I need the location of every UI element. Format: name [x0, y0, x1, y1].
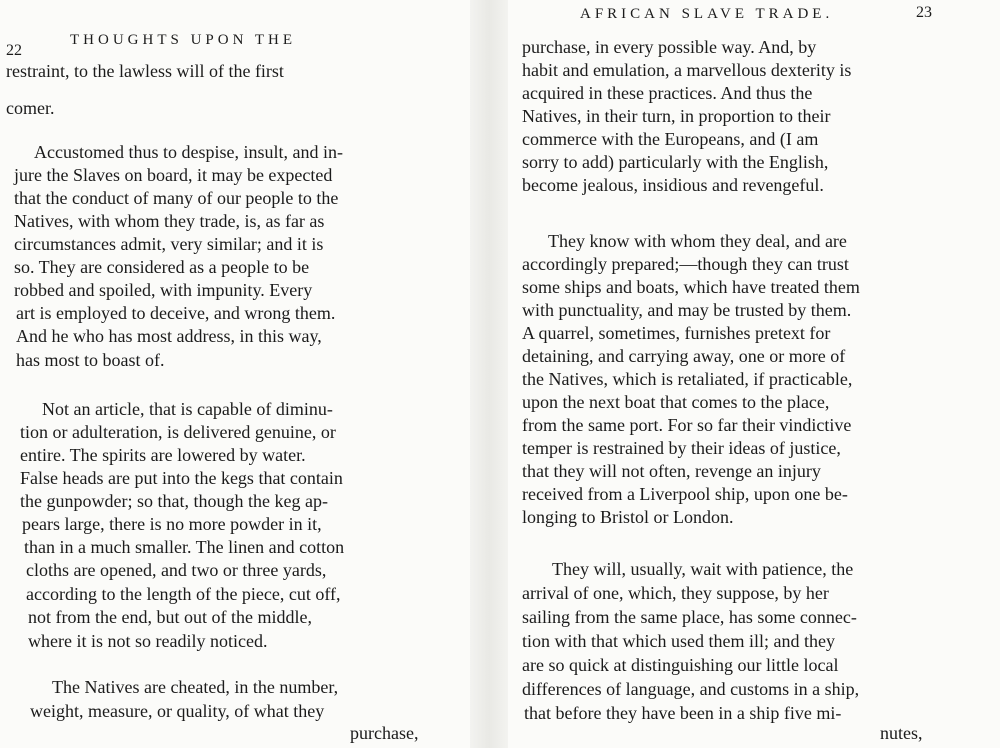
- text-line: not from the end, but out of the middle,: [28, 607, 312, 627]
- text-line: entire. The spirits are lowered by water.: [20, 445, 306, 465]
- text-line: And he who has most address, in this way,: [16, 326, 322, 346]
- text-line: that before they have been in a ship five mi-: [524, 703, 842, 723]
- text-line: sorry to add) particularly with the English,: [522, 152, 829, 172]
- text-line: They know with whom they deal, and are: [548, 231, 847, 251]
- text-line: differences of language, and customs in a ship,: [522, 679, 860, 699]
- left-running-head: THOUGHTS UPON THE: [70, 32, 297, 48]
- right-page: [508, 0, 1000, 748]
- text-line: cloths are opened, and two or three yards,: [26, 560, 327, 580]
- text-line: upon the next boat that comes to the place,: [522, 392, 830, 412]
- text-line: so. They are considered as a people to be: [14, 257, 310, 277]
- text-line: received from a Liverpool ship, upon one be-: [522, 484, 848, 504]
- text-line: robbed and spoiled, with impunity. Every: [14, 280, 313, 300]
- text-line: A quarrel, sometimes, furnishes pretext for: [522, 323, 831, 343]
- text-line: become jealous, insidious and revengeful.: [522, 175, 824, 195]
- text-line: according to the length of the piece, cut off,: [26, 584, 341, 604]
- text-line: some ships and boats, which have treated them: [522, 277, 860, 297]
- left-page: [0, 0, 470, 748]
- text-line: are so quick at distinguishing our little local: [522, 655, 839, 675]
- text-line: tion or adulteration, is delivered genuine, or: [20, 422, 336, 442]
- text-line: purchase, in every possible way. And, by: [522, 37, 817, 57]
- text-line: pears large, there is no more powder in it,: [22, 514, 322, 534]
- text-line: restraint, to the lawless will of the first: [6, 61, 284, 81]
- text-line: habit and emulation, a marvellous dexterity is: [522, 60, 852, 80]
- text-line: Not an article, that is capable of diminu-: [42, 399, 333, 419]
- book-gutter: [470, 0, 508, 748]
- text-line: has most to boast of.: [16, 350, 165, 370]
- text-line: The Natives are cheated, in the number,: [52, 677, 339, 697]
- right-page-header: [508, 0, 1000, 34]
- text-line: weight, measure, or quality, of what they: [30, 701, 325, 721]
- text-line: that they will not often, revenge an injury: [522, 461, 821, 481]
- text-line: that the conduct of many of our people to the: [14, 188, 339, 208]
- text-line: Natives, with whom they trade, is, as far as: [14, 211, 325, 231]
- catchword: purchase,: [350, 723, 419, 743]
- text-line: the gunpowder; so that, though the keg ap-: [20, 491, 328, 511]
- text-line: from the same port. For so far their vindictive: [522, 415, 852, 435]
- text-line: jure the Slaves on board, it may be expected: [14, 165, 333, 185]
- text-line: arrival of one, which, they suppose, by her: [522, 583, 829, 603]
- text-line: Natives, in their turn, in proportion to their: [522, 106, 831, 126]
- right-running-head: AFRICAN SLAVE TRADE.: [580, 6, 834, 22]
- text-line: tion with that which used them ill; and they: [522, 631, 835, 651]
- catchword: nutes,: [880, 723, 923, 743]
- text-line: detaining, and carrying away, one or more of: [522, 346, 846, 366]
- text-line: commerce with the Europeans, and (I am: [522, 129, 819, 149]
- text-line: circumstances admit, very similar; and it is: [14, 234, 324, 254]
- text-line: comer.: [6, 98, 55, 118]
- text-line: accordingly prepared;—though they can trust: [522, 254, 849, 274]
- text-line: Accustomed thus to despise, insult, and in-: [34, 142, 343, 162]
- text-line: than in a much smaller. The linen and cotton: [24, 537, 345, 557]
- text-line: the Natives, which is retaliated, if practicable,: [522, 369, 853, 389]
- text-line: They will, usually, wait with patience, the: [552, 559, 854, 579]
- text-line: where it is not so readily noticed.: [28, 631, 268, 651]
- text-line: acquired in these practices. And thus the: [522, 83, 813, 103]
- left-page-number: 22: [6, 42, 22, 59]
- right-page-number: 23: [916, 4, 932, 21]
- text-line: False heads are put into the kegs that contain: [20, 468, 343, 488]
- text-line: longing to Bristol or London.: [522, 507, 734, 527]
- text-line: with punctuality, and may be trusted by them.: [522, 300, 852, 320]
- text-line: temper is restrained by their ideas of justice,: [522, 438, 841, 458]
- text-line: sailing from the same place, has some connec-: [522, 607, 857, 627]
- text-line: art is employed to deceive, and wrong them.: [16, 303, 336, 323]
- left-page-header: [0, 0, 470, 59]
